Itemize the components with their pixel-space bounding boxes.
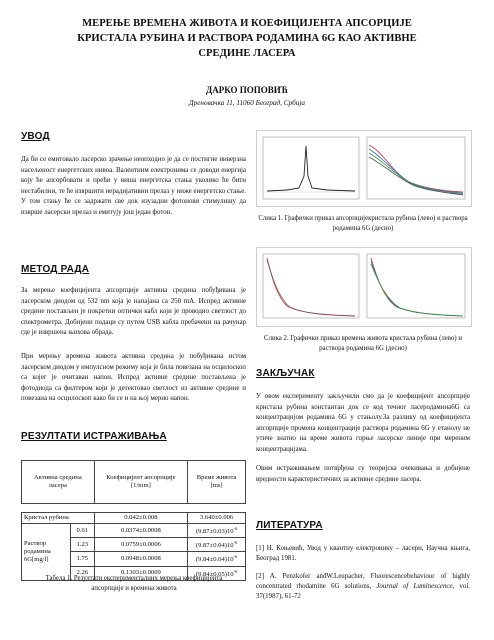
reference-item: [1] Н. Коњевић, Увод у квантну електронику – ласери, Научна књига, Београд 1981. xyxy=(256,545,470,562)
reference-item: [2] A. Penzkofer andW.Leupacher, Fluorescencebehaviour of highly concentrated rhodamine 6G solutions, Journal of Luminescence, vol. 37(1987), 61-72 xyxy=(256,573,470,600)
poster-title xyxy=(20,16,474,61)
table-cell: $(9.84\pm 0.05)10^{-6}$ xyxy=(188,566,246,580)
rhodamine-lifetime-plot xyxy=(367,254,465,318)
title-line: МЕРЕЊЕ ВРЕМЕНА ЖИВОТА И КОЕФИЦИЈЕНТА АПСОРЦИЈЕ xyxy=(82,18,412,29)
table-cell: $(9.87\pm 0.04)10^{-6}$ xyxy=(188,538,246,552)
table-cell: 0.0948±0.0008 xyxy=(94,552,188,566)
table-cell: 0.0374±0.0008 xyxy=(94,524,188,538)
figure-2-caption: Слика 2. Графички приказ времена живота кристала рубина (лево) и раствора родамина 6G (десно) xyxy=(264,335,462,352)
table-cell: 1.23 xyxy=(71,538,95,552)
conclusion-paragraph: У овом експерименту закључили смо да је коефицијент апсорпције кристала рубина константан док се код течног ласеродамина6G са концентрацијом родамина 6G у стањолу.За разлику од коефицијента апсорпције промена концентрације раствора родамина 6G у етанолу не утиче знатно на време живота горње ласерске линије при мереним концентрацијама. xyxy=(256,393,470,453)
table-cell: Кристал рубина xyxy=(22,513,95,524)
table-cell: 0.0759±0.0006 xyxy=(94,538,188,552)
results-heading: РЕЗУЛТАТИ ИСТРАЖИВАЊА xyxy=(21,431,167,442)
table-header-cell: Коефицијент апсорпције [1/mm] xyxy=(94,461,188,504)
intro-heading: УВОД xyxy=(21,131,50,142)
references-heading: ЛИТЕРАТУРА xyxy=(256,520,323,531)
table-cell: $(9.84\pm 0.04)10^{-6}$ xyxy=(188,552,246,566)
table-header-row xyxy=(22,461,246,504)
figure-2-plots xyxy=(256,247,472,327)
table-cell: Раствор родамина 6G[mg/l] xyxy=(22,524,71,581)
conclusion-paragraph: Овим истраживањем потврђена су теоријска очекивања и добијене вредности карактеристичних за активне средине ласера. xyxy=(256,465,470,483)
table-cell: 3.640±0.006 xyxy=(188,513,246,524)
table-header-cell: Активна средина ласера xyxy=(22,461,95,504)
table-cell: 0.61 xyxy=(71,524,95,538)
table-cell: 2.26 xyxy=(71,566,95,580)
table-row xyxy=(22,524,246,538)
figure-1-plots xyxy=(256,130,472,207)
title-line: КРИСТАЛА РУБИНА И РАСТВОРА РОДАМИНА 6G КАО АКТИВНЕ xyxy=(77,33,417,44)
figure-1-caption: Слика 1. Графички приказ апсорпцијекристала рубина (лево) и раствора родамина 6G (десно) xyxy=(258,215,468,232)
intro-paragraph: Да би се емитовало ласерско зрачење неопходно је да се постигне инверзна насељеност енергетских нивоа. Валентним електронима се доводи енергија коју ће апсорбовати и прећи у виша енергетска стања уколико ће бити нестабилни, те ће извршити нерадијативни прелаз у ниже енергетско стање. У том стању ће се задржати све док изузадни фотонови стимулишу да изврше ласерски прелаз и емитују још један фотон. xyxy=(21,156,246,216)
conclusion-heading: ЗАКЉУЧАК xyxy=(256,368,315,379)
table-row xyxy=(22,513,246,524)
ruby-lifetime-plot xyxy=(263,254,359,318)
table-cell: 0.042±0.008 xyxy=(94,513,188,524)
table-cell: $(9.87\pm 0.03)10^{-6}$ xyxy=(188,524,246,538)
ruby-absorption-plot xyxy=(263,137,359,199)
table-cell: 1.75 xyxy=(71,552,95,566)
results-table xyxy=(21,460,246,581)
title-line: СРЕДИНЕ ЛАСЕРА xyxy=(198,48,296,59)
table-caption: Табела 1. Резултати експерименталних мерења коефицијента апсорпције и времена живота xyxy=(45,575,223,592)
method-paragraph: При мерењу времена живота активна средина је побуђивана истом ласерском диодом у импулсном режиму која је била повезана на осцилоскоп са којег је очитаван напон. Испред активне средине постављена је фотодиода са филтером који је детектовао светлост из активне средине и повезана на осцилоскоп како би се и на њој мерио напон. xyxy=(21,353,246,403)
author-name: ДАРКО ПОПОВИЋ xyxy=(206,85,288,95)
table-header-cell: Време живота [ms] xyxy=(188,461,246,504)
author-affiliation: Дреновачка 11, 11060 Београд, Србија xyxy=(189,99,305,107)
table-cell: 0.1303±0.0009 xyxy=(94,566,188,580)
method-heading: МЕТОД РАДА xyxy=(21,264,90,275)
method-paragraph: За мерење коефицијента апсорпције активна средина побуђивана је ласерском диодом од 532 nm која је напајана са 250 mA. Испред активне средине постављен је покретни оптички кабл који је проводио светлост до спектрометра. Добијени подаци су путем USB кабла пребачени на рачунар где је извршена њихова обрада. xyxy=(21,287,246,337)
rhodamine-absorption-plot xyxy=(367,137,465,199)
